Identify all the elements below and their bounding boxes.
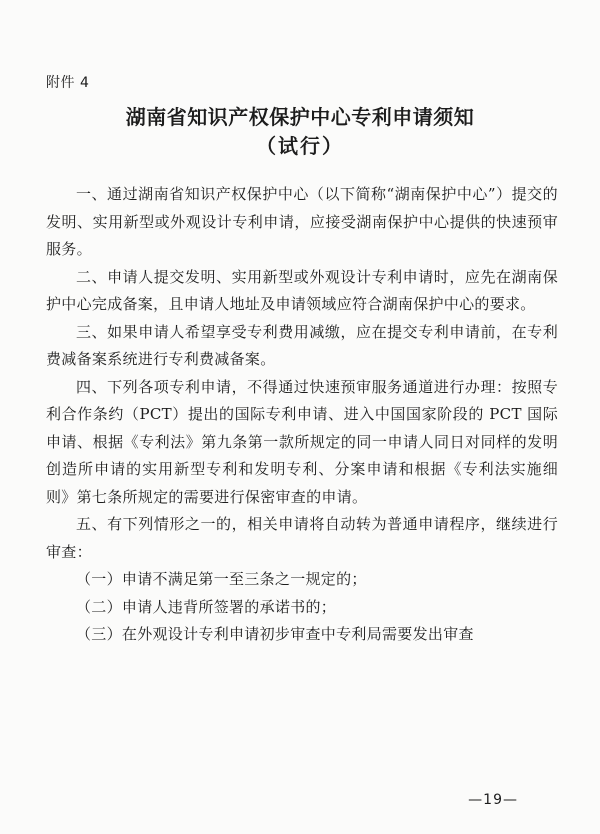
paragraph-3: 三、如果申请人希望享受专利费用减缴，应在提交专利申请前，在专利费减备案系统进行专利费减备案。: [46, 322, 558, 368]
paragraph-4: 四、下列各项专利申请，不得通过快速预审服务通道进行办理：按照专利合作条约（PCT）提出的国际专利申请、进入中国国家阶段的 PCT 国际申请、根据《专利法》第九条第一款所规定的同一申请人同日对同样的发明创造所申请的实用新型专利和发明专利、分案申请和根据《专利法实施细则》第七条所规定的需要进行保密审查的申请。: [46, 377, 558, 506]
paragraph-2: 二、申请人提交发明、实用新型或外观设计专利申请时，应先在湖南保护中心完成备案，且申请人地址及申请领域应符合湖南保护中心的要求。: [46, 267, 558, 313]
list-item-3: （三）在外观设计专利申请初步审查中专利局需要发出审查: [76, 625, 474, 643]
list-item-2: （二）申请人违背所签署的承诺书的；: [76, 597, 337, 616]
document-title: 湖南省知识产权保护中心专利申请须知: [125, 105, 475, 129]
attachment-label: 附件 4: [46, 75, 90, 91]
list-item-1: （一）申请不满足第一至三条之一规定的；: [76, 570, 367, 588]
document-subtitle: （试行）: [256, 134, 344, 158]
paragraph-5: 五、有下列情形之一的，相关申请将自动转为普通申请程序，继续进行审查：: [46, 515, 558, 561]
paragraph-1: 一、通过湖南省知识产权保护中心（以下简称“湖南保护中心”）提交的发明、实用新型或外观设计专利申请，应接受湖南保护中心提供的快速预审服务。: [46, 185, 558, 258]
document-body: [46, 181, 558, 649]
page-number: —19—: [468, 792, 518, 808]
